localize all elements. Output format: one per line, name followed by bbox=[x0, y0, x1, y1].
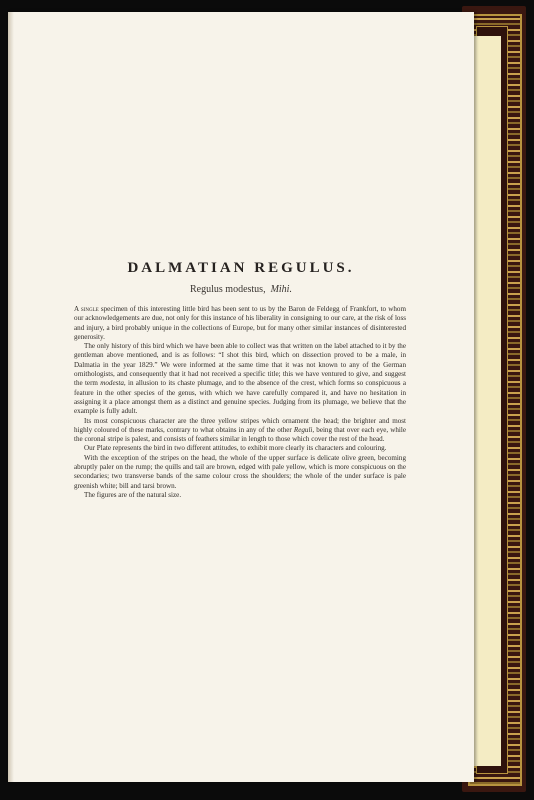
page bbox=[8, 12, 474, 782]
paragraph-2 bbox=[74, 342, 406, 416]
page-edge-shadow bbox=[8, 12, 14, 782]
paragraph-3 bbox=[74, 417, 406, 445]
paragraph-6: The figures are of the natural size. bbox=[84, 490, 182, 499]
paragraph-2-text-a: The only history of this bird which we have been able to collect was that written on the label attached to it by the gentleman above mentioned, and is as follows: “I shot this bird, which on dissection proved to be a male, in Dalmatia in the year 1829.” We were informed at the same time that it was not known to any of the German ornithologists, and consequently that it had not received a specific title; this we have ventured to give, and suggest the term bbox=[74, 342, 406, 388]
page-title: DALMATIAN REGULUS. bbox=[127, 260, 355, 276]
paragraph-1-text: specimen of this interesting little bird has been sent to us by the Baron de Feldegg of Frankfort, to whom our acknowledgements are due, not only for this instance of his liberality in consigning to our care, at the risk of loss and injury, a bird probably unique in the collections of Europe, but for many other similar instances of disinterested generosity. bbox=[74, 305, 406, 341]
paragraph-3-text-a: Its most conspicuous character are the three yellow stripes which ornament the head; the brighter and most highly coloured of these marks, contrary to what obtains in any of the other bbox=[74, 416, 406, 434]
body-text bbox=[74, 305, 406, 500]
paragraph-3-text-b: being that over each eye, while the coronal stripe is palest, and consists of feathers similar in length to those which cover the rest of the head. bbox=[74, 425, 406, 444]
endpaper bbox=[470, 36, 501, 766]
paragraph-2-text-b: in allusion to its chaste plumage, and to the absence of the crest, which forms so conspicuous a feature in the other species of the genus, with which we have carefully compared it, and have no hesitation in assigning it a place amongst them as a distinct and genuine species. Judging from its plumage, we believe that the example is fully adult. bbox=[74, 379, 406, 416]
species-name: Regulus modestus, bbox=[190, 284, 266, 295]
lead-words: A single bbox=[74, 305, 99, 313]
paragraph-5: With the exception of the stripes on the head, the whole of the upper surface is delicate olive green, becoming abruptly paler on the rump; the quills and tail are brown, edged with pale yellow, which is more conspicuous on the secondaries; two transverse bands of the same colour cross the shoulders; the whole of the under surface is pale greenish white; bill and tarsi brown. bbox=[74, 453, 406, 490]
page-subtitle bbox=[8, 284, 474, 295]
paragraph-2-italic: modesta, bbox=[100, 379, 126, 388]
paragraph-3-italic: Reguli, bbox=[293, 425, 315, 434]
paragraph-4: Our Plate represents the bird in two different attitudes, to exhibit more clearly its characters and colouring. bbox=[84, 444, 387, 453]
paragraph-1 bbox=[74, 305, 406, 342]
species-author: Mihi. bbox=[270, 284, 292, 295]
